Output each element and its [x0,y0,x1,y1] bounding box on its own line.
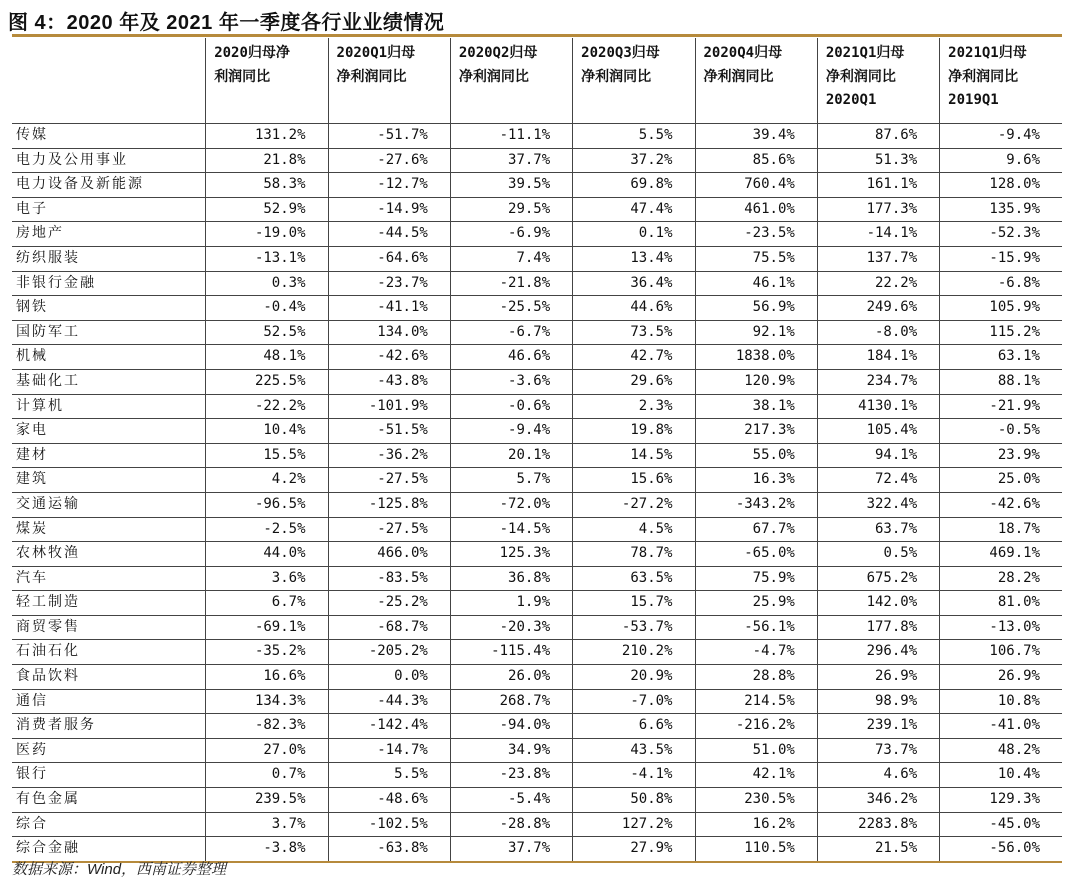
table-top-rule [12,34,1062,37]
industry-name-cell: 非银行金融 [16,274,96,291]
value-cell: 239.1% [817,714,939,739]
value-cell: 51.3% [817,148,939,173]
value-cell: 55.0% [695,443,817,468]
value-cell: 19.8% [573,419,695,444]
value-cell: 16.3% [695,468,817,493]
value-cell: 177.8% [817,615,939,640]
value-cell: -0.4% [206,296,328,321]
value-cell: -82.3% [206,714,328,739]
value-cell: -42.6% [940,492,1062,517]
value-cell: 63.5% [573,566,695,591]
value-cell: -65.0% [695,542,817,567]
value-cell: 0.0% [328,665,450,690]
value-cell: -56.1% [695,615,817,640]
value-cell: 110.5% [695,837,817,862]
value-cell: -3.8% [206,837,328,862]
value-cell: 14.5% [573,443,695,468]
value-cell: 46.1% [695,271,817,296]
value-cell: 78.7% [573,542,695,567]
value-cell: 469.1% [940,542,1062,567]
value-cell: 1838.0% [695,345,817,370]
value-cell: -44.5% [328,222,450,247]
value-cell: -343.2% [695,492,817,517]
value-cell: 4.5% [573,517,695,542]
table-row [12,591,1062,616]
value-cell: 25.9% [695,591,817,616]
value-cell: 73.5% [573,320,695,345]
table-row [12,369,1062,394]
value-cell: 43.5% [573,738,695,763]
value-cell: -96.5% [206,492,328,517]
value-cell: -23.7% [328,271,450,296]
value-cell: -68.7% [328,615,450,640]
value-cell: 5.5% [573,124,695,149]
table-row [12,517,1062,542]
value-cell: -41.1% [328,296,450,321]
value-cell: 4.2% [206,468,328,493]
value-cell: -27.5% [328,517,450,542]
table-row [12,173,1062,198]
value-cell: -205.2% [328,640,450,665]
value-cell: 36.8% [450,566,572,591]
value-cell: 98.9% [817,689,939,714]
value-cell: -6.7% [450,320,572,345]
table-row [12,320,1062,345]
industry-performance-table [12,38,1062,863]
value-cell: 52.9% [206,197,328,222]
table-body [12,124,1062,862]
value-cell: 42.1% [695,763,817,788]
table-row [12,665,1062,690]
value-cell: 48.1% [206,345,328,370]
value-cell: 7.4% [450,246,572,271]
value-cell: 25.0% [940,468,1062,493]
value-cell: 26.9% [817,665,939,690]
value-cell: -83.5% [328,566,450,591]
value-cell: -72.0% [450,492,572,517]
value-cell: -8.0% [817,320,939,345]
table-row [12,197,1062,222]
industry-name-cell: 农林牧渔 [16,545,80,562]
value-cell: -25.5% [450,296,572,321]
table-row [12,345,1062,370]
industry-name-cell: 国防军工 [16,323,80,340]
value-cell: 0.3% [206,271,328,296]
table-row [12,492,1062,517]
value-cell: 22.2% [817,271,939,296]
value-cell: 26.0% [450,665,572,690]
table-row [12,689,1062,714]
value-cell: 10.8% [940,689,1062,714]
value-cell: 217.3% [695,419,817,444]
industry-name-cell: 综合金融 [16,840,80,857]
value-cell: 15.7% [573,591,695,616]
industry-name-cell: 计算机 [16,397,64,414]
value-cell: 466.0% [328,542,450,567]
value-cell: 58.3% [206,173,328,198]
value-cell: -6.8% [940,271,1062,296]
data-source-note: 数据来源：Wind，西南证券整理 [12,861,227,878]
value-cell: 125.3% [450,542,572,567]
value-cell: -4.1% [573,763,695,788]
value-cell: 127.2% [573,812,695,837]
value-cell: 21.8% [206,148,328,173]
value-cell: 81.0% [940,591,1062,616]
value-cell: -142.4% [328,714,450,739]
industry-name-cell: 汽车 [16,569,48,586]
value-cell: -11.1% [450,124,572,149]
value-cell: 38.1% [695,394,817,419]
table-row [12,443,1062,468]
value-cell: 26.9% [940,665,1062,690]
value-cell: 72.4% [817,468,939,493]
industry-name-cell: 交通运输 [16,495,80,512]
value-cell: -63.8% [328,837,450,862]
value-cell: 16.2% [695,812,817,837]
value-cell: 52.5% [206,320,328,345]
value-cell: -21.8% [450,271,572,296]
industry-name-cell: 电力及公用事业 [16,151,128,168]
table-row [12,222,1062,247]
value-cell: 9.6% [940,148,1062,173]
value-cell: 129.3% [940,788,1062,813]
column-header: 2020归母净 利润同比 [206,38,328,124]
figure-title: 图 4：2020 年及 2021 年一季度各行业业绩情况 [8,12,445,34]
value-cell: 75.9% [695,566,817,591]
value-cell: 115.2% [940,320,1062,345]
table-row [12,640,1062,665]
table-row [12,246,1062,271]
value-cell: 6.6% [573,714,695,739]
value-cell: 36.4% [573,271,695,296]
value-cell: 134.0% [328,320,450,345]
value-cell: 28.2% [940,566,1062,591]
value-cell: -52.3% [940,222,1062,247]
value-cell: 137.7% [817,246,939,271]
value-cell: -25.2% [328,591,450,616]
industry-name-cell: 煤炭 [16,520,48,537]
value-cell: 23.9% [940,443,1062,468]
value-cell: -51.5% [328,419,450,444]
value-cell: 37.2% [573,148,695,173]
value-cell: 29.5% [450,197,572,222]
value-cell: 105.4% [817,419,939,444]
value-cell: -14.7% [328,738,450,763]
value-cell: 27.0% [206,738,328,763]
industry-name-cell: 纺织服装 [16,249,80,266]
value-cell: 268.7% [450,689,572,714]
column-header: 2021Q1归母 净利润同比 2020Q1 [817,38,939,124]
value-cell: 51.0% [695,738,817,763]
value-cell: 184.1% [817,345,939,370]
value-cell: 5.5% [328,763,450,788]
value-cell: -2.5% [206,517,328,542]
value-cell: 346.2% [817,788,939,813]
value-cell: 44.0% [206,542,328,567]
value-cell: 6.7% [206,591,328,616]
value-cell: 120.9% [695,369,817,394]
value-cell: 69.8% [573,173,695,198]
value-cell: -14.9% [328,197,450,222]
value-cell: 88.1% [940,369,1062,394]
value-cell: 10.4% [206,419,328,444]
table-row [12,566,1062,591]
value-cell: 44.6% [573,296,695,321]
table-row [12,394,1062,419]
table-row [12,419,1062,444]
value-cell: 0.1% [573,222,695,247]
value-cell: -94.0% [450,714,572,739]
value-cell: -41.0% [940,714,1062,739]
value-cell: 20.1% [450,443,572,468]
value-cell: -20.3% [450,615,572,640]
value-cell: -36.2% [328,443,450,468]
value-cell: 2.3% [573,394,695,419]
value-cell: 161.1% [817,173,939,198]
value-cell: 63.1% [940,345,1062,370]
value-cell: 239.5% [206,788,328,813]
value-cell: -5.4% [450,788,572,813]
column-header: 2020Q1归母 净利润同比 [328,38,450,124]
table-row [12,812,1062,837]
value-cell: -216.2% [695,714,817,739]
value-cell: 75.5% [695,246,817,271]
value-cell: -64.6% [328,246,450,271]
value-cell: 63.7% [817,517,939,542]
value-cell: 142.0% [817,591,939,616]
value-cell: -44.3% [328,689,450,714]
industry-name-cell: 商贸零售 [16,618,80,635]
value-cell: 39.5% [450,173,572,198]
value-cell: 0.5% [817,542,939,567]
value-cell: -28.8% [450,812,572,837]
value-cell: 28.8% [695,665,817,690]
value-cell: 214.5% [695,689,817,714]
value-cell: -9.4% [450,419,572,444]
value-cell: 1.9% [450,591,572,616]
table-row [12,271,1062,296]
value-cell: 461.0% [695,197,817,222]
value-cell: 128.0% [940,173,1062,198]
value-cell: -43.8% [328,369,450,394]
table-header-row [12,38,1062,124]
value-cell: -0.6% [450,394,572,419]
column-header: 2021Q1归母 净利润同比 2019Q1 [940,38,1062,124]
table-row [12,788,1062,813]
value-cell: -48.6% [328,788,450,813]
value-cell: 322.4% [817,492,939,517]
value-cell: 92.1% [695,320,817,345]
value-cell: 105.9% [940,296,1062,321]
value-cell: 39.4% [695,124,817,149]
value-cell: -7.0% [573,689,695,714]
value-cell: 94.1% [817,443,939,468]
column-header: 2020Q4归母 净利润同比 [695,38,817,124]
value-cell: 16.6% [206,665,328,690]
value-cell: -14.1% [817,222,939,247]
value-cell: 29.6% [573,369,695,394]
value-cell: 3.7% [206,812,328,837]
table-row [12,148,1062,173]
value-cell: 18.7% [940,517,1062,542]
value-cell: 34.9% [450,738,572,763]
table-row [12,738,1062,763]
value-cell: 4.6% [817,763,939,788]
value-cell: 234.7% [817,369,939,394]
industry-name-cell: 通信 [16,692,48,709]
header-corner-cell [12,38,206,124]
value-cell: 47.4% [573,197,695,222]
industry-name-cell: 电子 [16,200,48,217]
value-cell: 56.9% [695,296,817,321]
industry-name-cell: 综合 [16,815,48,832]
value-cell: 85.6% [695,148,817,173]
value-cell: -102.5% [328,812,450,837]
value-cell: 10.4% [940,763,1062,788]
column-header: 2020Q3归母 净利润同比 [573,38,695,124]
value-cell: 135.9% [940,197,1062,222]
table-row [12,714,1062,739]
value-cell: -21.9% [940,394,1062,419]
value-cell: 249.6% [817,296,939,321]
value-cell: -6.9% [450,222,572,247]
industry-name-cell: 食品饮料 [16,668,80,685]
industry-name-cell: 基础化工 [16,372,80,389]
value-cell: 21.5% [817,837,939,862]
table-row [12,296,1062,321]
value-cell: 50.8% [573,788,695,813]
value-cell: -27.6% [328,148,450,173]
value-cell: 3.6% [206,566,328,591]
table-row [12,763,1062,788]
column-header: 2020Q2归母 净利润同比 [450,38,572,124]
industry-name-cell: 房地产 [16,225,64,242]
industry-name-cell: 医药 [16,741,48,758]
industry-name-cell: 机械 [16,348,48,365]
value-cell: -13.1% [206,246,328,271]
industry-name-cell: 建筑 [16,471,48,488]
value-cell: -53.7% [573,615,695,640]
value-cell: 37.7% [450,148,572,173]
value-cell: 20.9% [573,665,695,690]
value-cell: -101.9% [328,394,450,419]
value-cell: -23.8% [450,763,572,788]
table-row [12,542,1062,567]
value-cell: 177.3% [817,197,939,222]
value-cell: -3.6% [450,369,572,394]
value-cell: -35.2% [206,640,328,665]
value-cell: -15.9% [940,246,1062,271]
value-cell: 42.7% [573,345,695,370]
value-cell: 37.7% [450,837,572,862]
industry-name-cell: 有色金属 [16,791,80,808]
table-row [12,124,1062,149]
value-cell: -12.7% [328,173,450,198]
value-cell: 675.2% [817,566,939,591]
industry-name-cell: 银行 [16,766,48,783]
value-cell: -115.4% [450,640,572,665]
value-cell: -45.0% [940,812,1062,837]
value-cell: 15.6% [573,468,695,493]
value-cell: -14.5% [450,517,572,542]
value-cell: -13.0% [940,615,1062,640]
value-cell: 15.5% [206,443,328,468]
value-cell: -42.6% [328,345,450,370]
value-cell: 131.2% [206,124,328,149]
value-cell: -27.2% [573,492,695,517]
industry-name-cell: 家电 [16,422,48,439]
value-cell: -125.8% [328,492,450,517]
value-cell: 27.9% [573,837,695,862]
industry-name-cell: 钢铁 [16,299,48,316]
industry-name-cell: 石油石化 [16,643,80,660]
value-cell: 5.7% [450,468,572,493]
value-cell: 210.2% [573,640,695,665]
industry-name-cell: 电力设备及新能源 [16,176,144,193]
value-cell: 134.3% [206,689,328,714]
industry-name-cell: 轻工制造 [16,594,80,611]
value-cell: -9.4% [940,124,1062,149]
value-cell: 106.7% [940,640,1062,665]
value-cell: 67.7% [695,517,817,542]
value-cell: -0.5% [940,419,1062,444]
value-cell: 4130.1% [817,394,939,419]
value-cell: -19.0% [206,222,328,247]
value-cell: 230.5% [695,788,817,813]
value-cell: -23.5% [695,222,817,247]
value-cell: 0.7% [206,763,328,788]
value-cell: 225.5% [206,369,328,394]
table-row [12,615,1062,640]
industry-name-cell: 传媒 [16,127,48,143]
value-cell: 87.6% [817,124,939,149]
value-cell: 73.7% [817,738,939,763]
value-cell: 760.4% [695,173,817,198]
value-cell: 13.4% [573,246,695,271]
value-cell: -56.0% [940,837,1062,862]
value-cell: 2283.8% [817,812,939,837]
industry-name-cell: 建材 [16,446,48,463]
value-cell: 296.4% [817,640,939,665]
value-cell: -22.2% [206,394,328,419]
industry-name-cell: 消费者服务 [16,717,96,734]
value-cell: -4.7% [695,640,817,665]
value-cell: 46.6% [450,345,572,370]
value-cell: -69.1% [206,615,328,640]
value-cell: -27.5% [328,468,450,493]
value-cell: 48.2% [940,738,1062,763]
value-cell: -51.7% [328,124,450,149]
table-row [12,468,1062,493]
